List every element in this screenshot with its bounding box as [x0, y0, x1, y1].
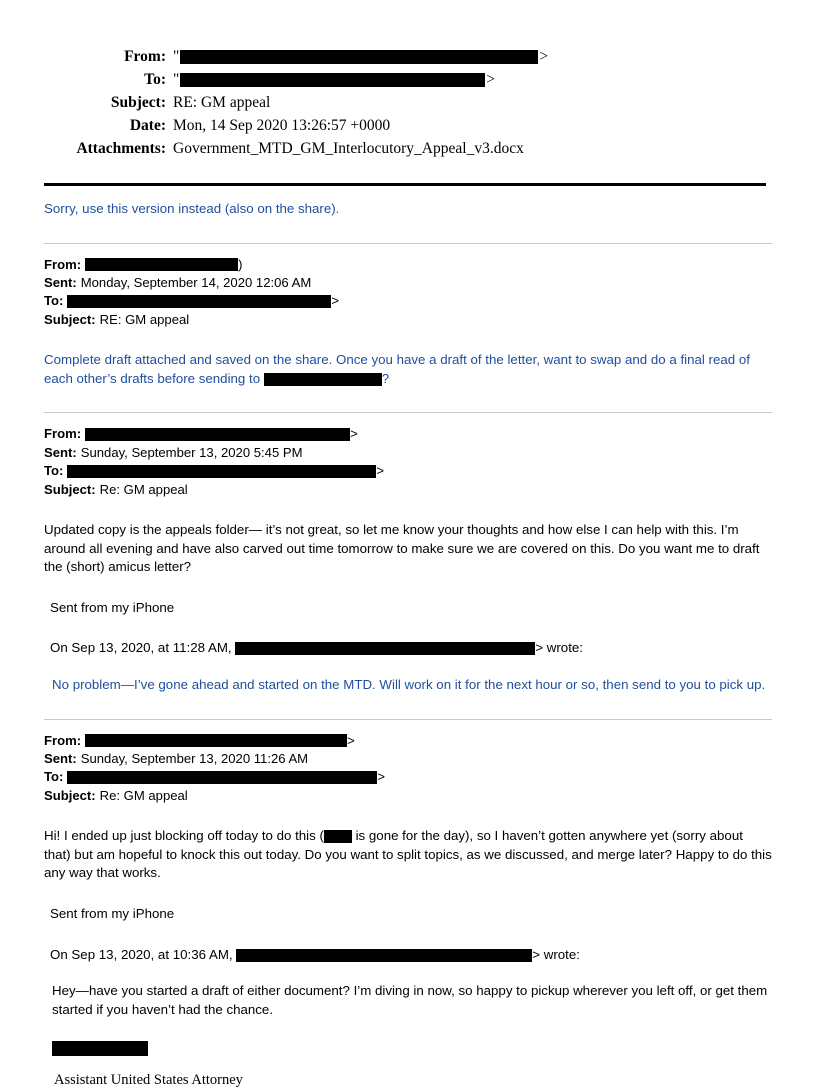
message-1-from-value: [85, 256, 242, 274]
redaction-bar-signature: [52, 1041, 148, 1056]
signature-name-redacted: [44, 1039, 772, 1058]
message-2-from-suffix: >: [350, 426, 358, 442]
from-value: [173, 46, 772, 68]
to-value: [173, 69, 772, 91]
intro-paragraph: Sorry, use this version instead (also on the share).: [44, 201, 340, 216]
message-1-body-part1: Complete draft attached and saved on the share. Once you have a draft of the letter, want to swap and do a final read of each other’s drafts before sending to: [44, 352, 750, 386]
header-row-to: [44, 69, 772, 91]
attachment-file-name[interactable]: Government_MTD_GM_Interlocutory_Appeal_v3.docx: [173, 140, 524, 157]
redaction-bar-msg3-to: [67, 771, 377, 784]
message-3-sent-value: Sunday, September 13, 2020 11:26 AM: [80, 751, 309, 766]
angle-close-mark-from: >: [539, 48, 549, 65]
message-1-from-suffix: ): [238, 256, 243, 272]
redaction-bar-msg2-to: [67, 465, 376, 478]
message-3-from-row: [44, 732, 772, 750]
message-2-signature: Sent from my iPhone: [50, 599, 175, 615]
message-1-sent-value: Monday, September 14, 2020 12:06 AM: [80, 275, 312, 290]
message-2-headers: [44, 425, 772, 499]
message-2-subject-label: Subject:: [44, 481, 96, 497]
message-2-body: Updated copy is the appeals folder— it’s not great, so let me know your thoughts and how else I can help with this. I’m around all evening and have also carved out time tomorrow to make sure we are covered on this. Do you want me to draft the (short) amicus letter?: [44, 522, 760, 575]
message-1-headers: [44, 256, 772, 330]
message-3-from-value: [85, 732, 355, 750]
message-2-from-label: From:: [44, 426, 82, 442]
message-2-to-row: [44, 462, 772, 480]
message-3-body-part1: Hi! I ended up just blocking off today to do this (: [44, 828, 324, 844]
message-3-subject-value: Re: GM appeal: [99, 787, 188, 803]
redaction-bar-to: [180, 73, 485, 87]
angle-close-mark-to: >: [486, 71, 496, 88]
message-3-headers: [44, 732, 772, 806]
redaction-bar-msg3-from: [85, 734, 347, 747]
message-3-from-suffix: >: [347, 732, 355, 748]
redaction-bar-msg3-body: [324, 830, 352, 843]
message-2-quote-intro: [44, 639, 772, 658]
redaction-bar-msg2-quote: [235, 642, 535, 655]
message-2-subject-value: Re: GM appeal: [99, 481, 188, 497]
date-label: Date:: [129, 117, 166, 134]
message-1-to-suffix: >: [331, 293, 340, 309]
redaction-bar-msg3-quote: [236, 949, 532, 962]
message-3-to-label: To:: [44, 769, 64, 785]
header-row-from: [44, 46, 772, 68]
message-3-subject-row: [44, 787, 772, 805]
message-1-to-label: To:: [44, 293, 64, 309]
quote-open-mark-to: ": [173, 71, 180, 88]
message-1-body: [44, 351, 772, 388]
message-2-from-value: [85, 425, 358, 443]
redaction-bar-from: [180, 50, 538, 64]
message-2-to-label: To:: [44, 463, 64, 479]
message-1-subject-label: Subject:: [44, 311, 96, 327]
message-3-quoted-body: Hey—have you started a draft of either document? I’m diving in now, so happy to pickup wherever you left off, or get them started if you haven’t had the chance.: [52, 983, 768, 1017]
date-value: Mon, 14 Sep 2020 13:26:57 +0000: [173, 117, 391, 134]
quote-open-mark: ": [173, 48, 180, 65]
message-1-sent-row: [44, 274, 772, 292]
message-3-quote-intro-post: > wrote:: [532, 946, 580, 962]
message-1-subject-row: [44, 311, 772, 329]
from-label: From:: [124, 48, 166, 65]
message-3-to-suffix: >: [377, 769, 386, 785]
message-2-sent-row: [44, 444, 772, 462]
message-3-to-row: [44, 768, 772, 786]
attachments-label: Attachments:: [76, 140, 166, 157]
message-3-to-value: [67, 768, 385, 786]
message-2-from-row: [44, 425, 772, 443]
message-1-to-value: [67, 292, 339, 310]
message-2-quote-intro-pre: On Sep 13, 2020, at 11:28 AM,: [50, 640, 236, 656]
message-3-quote-intro: [44, 946, 772, 965]
email-header: [44, 46, 772, 161]
message-3-subject-label: Subject:: [44, 787, 96, 803]
header-row-attachments: [44, 138, 772, 160]
message-2-sent-value: Sunday, September 13, 2020 5:45 PM: [80, 444, 303, 460]
redaction-bar-msg1-from: [85, 258, 238, 271]
header-row-subject: [44, 92, 772, 114]
message-3-signature: Sent from my iPhone: [50, 906, 175, 921]
message-1-to-row: [44, 292, 772, 310]
header-row-date: [44, 115, 772, 137]
message-2-quoted-body: No problem—I’ve gone ahead and started on the MTD. Will work on it for the next hour or so, then send to you to pick up.: [52, 677, 766, 692]
message-1-subject-value: RE: GM appeal: [99, 311, 190, 327]
message-2-to-suffix: >: [376, 463, 385, 479]
message-2-subject-row: [44, 481, 772, 499]
message-3-quote-intro-pre: On Sep 13, 2020, at 10:36 AM,: [50, 946, 237, 962]
message-3-sent-row: [44, 750, 772, 768]
redaction-bar-msg2-from: [85, 428, 350, 441]
message-1-from-label: From:: [44, 256, 82, 272]
message-3-sent-label: Sent:: [44, 751, 77, 766]
message-1-from-row: [44, 256, 772, 274]
signature-title: Assistant United States Attorney: [54, 1071, 243, 1088]
message-3-body: [44, 827, 772, 883]
message-2-to-value: [67, 462, 384, 480]
redaction-bar-msg1-body: [264, 373, 382, 386]
subject-value: RE: GM appeal: [173, 94, 271, 111]
message-2-sent-label: Sent:: [44, 444, 77, 460]
message-3-body-part2: is gone for the day), so I haven’t gotten anywhere yet (sorry about that) but am hopeful to knock this out today. Do you want to split topics, as we discussed, and merge later? Happy to do this any way that works.: [44, 828, 772, 881]
redaction-bar-msg1-to: [67, 295, 331, 308]
subject-label: Subject:: [110, 94, 166, 111]
message-2-quote-intro-post: > wrote:: [535, 640, 583, 656]
message-1-sent-label: Sent:: [44, 275, 77, 290]
message-3-from-label: From:: [44, 732, 82, 748]
header-divider: [44, 183, 766, 186]
to-label: To:: [144, 71, 166, 88]
email-body: [44, 200, 772, 1090]
message-1-body-part2: ?: [381, 370, 390, 386]
